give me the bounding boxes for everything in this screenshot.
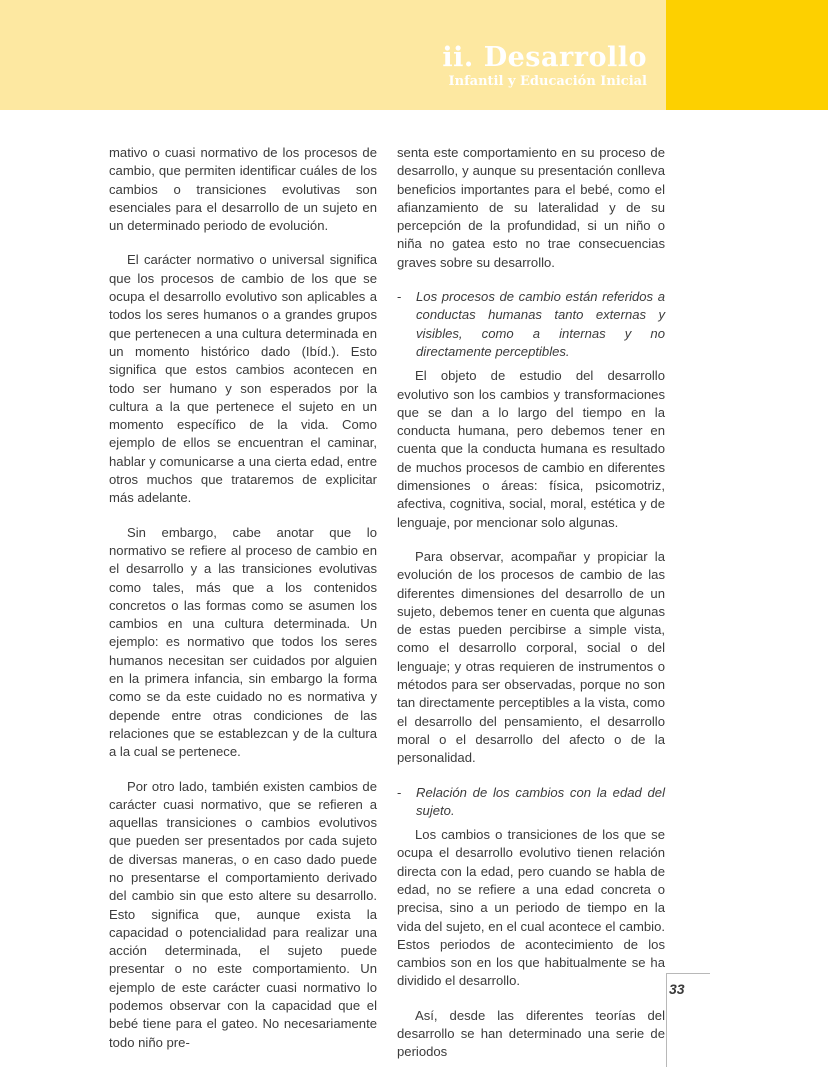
right-column — [397, 144, 665, 1062]
bullet-dash: - — [397, 289, 402, 305]
chapter-subtitle: Infantil y Educación Inicial — [448, 74, 647, 89]
bullet-dash: - — [397, 784, 402, 800]
paragraph: Los cambios o transiciones de los que se ocupa el desarrollo evolutivo tienen relación directa con la edad, pero cuando se habla de edad, no se refiere a una edad concreta o precisa, sino a un periodo de tiempo en la vida del sujeto, en el cual acontece el cambio. Estos periodos de acontecimiento de los cambios son en los que habitualmente se ha dividido el desarrollo. — [397, 827, 665, 989]
chapter-title: ii. Desarrollo — [442, 42, 647, 73]
bullet-text: Relación de los cambios con la edad del sujeto. — [416, 784, 665, 818]
bullet-text: Los procesos de cambio están referidos a conductas humanas tanto externas y visibles, como a internas y no directamente perceptibles. — [416, 289, 665, 359]
paragraph: senta este comportamiento en su proceso de desarrollo, y aunque su presentación conlleva beneficios importantes para el bebé, como el afianzamiento de su lateralidad y de su percepción de la profundidad, si un niño o niña no gatea esto no trae consecuencias graves sobre su desarrollo. — [397, 145, 665, 270]
header-accent-block — [666, 0, 828, 110]
paragraph: Para observar, acompañar y propiciar la evolución de los procesos de cambio de las diferentes dimensiones del desarrollo de un sujeto, debemos tener en cuenta que algunas de estas pueden percibirse a simple vista, como el desarrollo corporal, social o del lenguaje; y otras requieren de instrumentos o métodos para ser observadas, porque no son tan directamente perceptibles a la vista, como el desarrollo del pensamiento, el desarrollo moral o el desarrollo del afecto o de la personalidad. — [397, 548, 665, 766]
paragraph: mativo o cuasi normativo de los procesos de cambio, que permiten identificar cuáles de los cambios o transiciones evolutivas son esenciales para el desarrollo de un sujeto en un determinado periodo de evolución. — [109, 145, 377, 234]
paragraph: Sin embargo, cabe anotar que lo normativo se refiere al proceso de cambio en el desarrollo y a las transiciones evolutivas como tales, más que a los contenidos concretos o las formas como se asumen los cambios en una cultura determinada. Un ejemplo: es normativo que todos los seres humanos necesitan ser cuidados por alguien en la primera infancia, sin embargo la forma como se da este cuidado no es normativa y depende entre otras condiciones de las relaciones que se establezcan y de la cultura a la cual se pertenece. — [109, 524, 377, 760]
paragraph: Por otro lado, también existen cambios de carácter cuasi normativo, que se refieren a aquellas transiciones o cambios evolutivos que pueden ser presentados por cada sujeto de diversas maneras, o en caso dado puede no presentarse el comportamiento derivado del cambio sin que esto altere su desarrollo. Esto significa que, aunque exista la capacidad o potencialidad para realizar una acción determinada, el sujeto puede presentar o no este comportamiento. Un ejemplo de este carácter cuasi normativo lo podemos observar con la capacidad que el bebé tiene para el gateo. No necesariamente todo niño pre- — [109, 778, 377, 1050]
page-number-rule-vertical — [666, 973, 667, 1067]
bullet-item — [397, 288, 665, 361]
page-number-rule-horizontal — [666, 973, 710, 974]
paragraph: El carácter normativo o universal significa que los procesos de cambio de los que se ocupa el desarrollo evolutivo son aplicables a todos los seres humanos o a grandes grupos que pertenecen a una cultura determinada en un momento histórico dado (Ibíd.). Esto significa que estos cambios acontecen en todo ser humano y son esperados por la cultura a la que pertenece el sujeto en un momento específico de la vida. Como ejemplo de ellos se encuentran el caminar, hablar y comunicarse a una cierta edad, entre otros muchos que trataremos de explicitar más adelante. — [109, 252, 377, 506]
paragraph: El objeto de estudio del desarrollo evolutivo son los cambios y transformaciones que se dan a lo largo del tiempo en la conducta humana, pero debemos tener en cuenta que la conducta humana es resultado de muchos procesos de cambio en diferentes dimensiones o áreas: física, psicomotriz, afectiva, cognitiva, social, moral, estética y de lenguaje, por mencionar solo algunas. — [397, 368, 665, 530]
bullet-item — [397, 784, 665, 821]
page-number: 33 — [669, 981, 685, 997]
paragraph: Así, desde las diferentes teorías del desarrollo se han determinado una serie de periodos — [397, 1007, 665, 1060]
left-column — [109, 144, 377, 1068]
